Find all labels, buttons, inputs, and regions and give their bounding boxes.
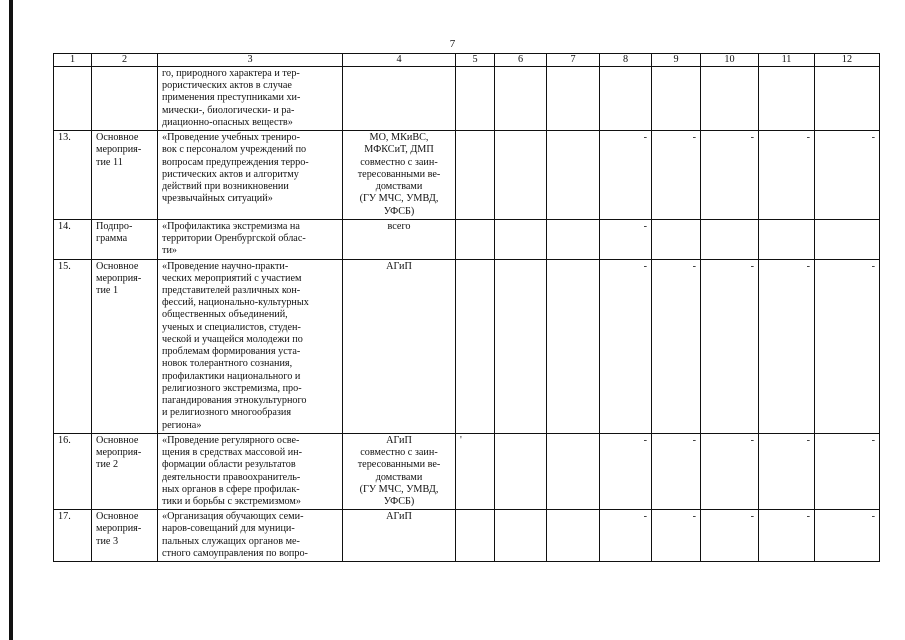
value-cell: [547, 131, 600, 220]
value-cell: [652, 510, 701, 562]
value-cell: [701, 67, 759, 131]
value-cell-text: -: [643, 434, 647, 446]
table-row: [54, 433, 880, 509]
row-number-cell-text: 14.: [58, 220, 71, 232]
executor-cell-text: АГиП совместно с заин- тересованными ве- домствами (ГУ МЧС, УМВД, УФСБ): [357, 434, 441, 507]
page-number: 7: [449, 38, 456, 50]
value-cell: [759, 219, 815, 259]
row-number-cell-text: 17.: [58, 511, 71, 523]
value-cell: [456, 67, 495, 131]
value-cell: [600, 433, 652, 509]
value-cell: [495, 67, 547, 131]
binder-edge: [9, 0, 13, 640]
row-number-cell: [54, 433, 92, 509]
value-cell-text: -: [806, 511, 810, 523]
value-cell: [495, 259, 547, 433]
value-cell-text: -: [871, 260, 875, 272]
executor-cell-text: АГиП: [386, 511, 412, 523]
executor-cell-text: МО, МКиВС, МФКСиТ, ДМП совместно с заин- тересованными ве- домствами (ГУ МЧС, УМВД, УФСБ): [357, 132, 441, 217]
executor-cell-text: всего: [387, 220, 411, 232]
column-number-row: [54, 54, 880, 67]
table-body: [54, 67, 880, 562]
value-cell: [701, 219, 759, 259]
value-cell: [456, 433, 495, 509]
value-cell: [701, 433, 759, 509]
row-number-cell: [54, 259, 92, 433]
column-header: 4: [343, 54, 456, 67]
measure-type-cell: [92, 219, 158, 259]
executor-cell: [343, 259, 456, 433]
measures-table: [53, 53, 880, 562]
column-header: 3: [158, 54, 343, 67]
value-cell: [600, 67, 652, 131]
column-header: 8: [600, 54, 652, 67]
value-cell: [652, 219, 701, 259]
table-row: [54, 219, 880, 259]
value-cell: [547, 219, 600, 259]
value-cell: [652, 433, 701, 509]
row-number-cell: [54, 219, 92, 259]
value-cell: [495, 219, 547, 259]
value-cell: [456, 131, 495, 220]
value-cell: [815, 259, 880, 433]
value-cell-text: ': [460, 434, 462, 446]
value-cell-text: -: [806, 132, 810, 144]
measure-description-cell: [158, 433, 343, 509]
value-cell: [495, 433, 547, 509]
value-cell: [759, 510, 815, 562]
value-cell: [759, 67, 815, 131]
column-header: 10: [701, 54, 759, 67]
measure-description-cell: [158, 219, 343, 259]
row-number-cell-text: 16.: [58, 434, 71, 446]
measure-description-cell: [158, 510, 343, 562]
value-cell: [600, 510, 652, 562]
value-cell: [456, 510, 495, 562]
value-cell-text: -: [643, 260, 647, 272]
measure-type-cell-text: Основное мероприя- тие 1: [96, 260, 142, 296]
table-row: [54, 67, 880, 131]
value-cell: [815, 219, 880, 259]
column-header: 7: [547, 54, 600, 67]
row-number-cell-text: 15.: [58, 260, 71, 272]
value-cell: [456, 219, 495, 259]
value-cell: [456, 259, 495, 433]
value-cell: [815, 510, 880, 562]
measure-type-cell: [92, 433, 158, 509]
executor-cell: [343, 433, 456, 509]
table-row: [54, 510, 880, 562]
measure-description-cell-text: «Проведение регулярного осве- щения в средствах массовой ин- формации области результатов деятельности правоохранитель- ных органов в сфере профилак- тики и борьбы с экстремизмом»: [162, 434, 303, 507]
value-cell: [600, 219, 652, 259]
value-cell: [600, 131, 652, 220]
value-cell: [547, 433, 600, 509]
value-cell-text: -: [692, 132, 696, 144]
value-cell-text: -: [750, 260, 754, 272]
table-row: [54, 259, 880, 433]
measure-description-cell: [158, 131, 343, 220]
value-cell: [495, 510, 547, 562]
value-cell-text: -: [643, 132, 647, 144]
value-cell-text: -: [750, 434, 754, 446]
measure-type-cell-text: Основное мероприя- тие 3: [96, 511, 142, 547]
value-cell-text: -: [692, 434, 696, 446]
column-header: 6: [495, 54, 547, 67]
executor-cell-text: АГиП: [386, 260, 412, 272]
value-cell: [759, 433, 815, 509]
value-cell-text: -: [806, 260, 810, 272]
value-cell: [701, 131, 759, 220]
measure-description-cell-text: «Проведение научно-практи- ческих мероприятий с участием представителей различных кон- фессий, национально-культурных общественных объединений, ученых и специалистов, студен- ческой и учащейся молодежи по проблемам формирования уста- новок толерантного сознания, профилактики национального и религиозного экстремизма, про- пагандирования этнокультурного и религиозного многообразия региона»: [162, 260, 309, 431]
value-cell-text: -: [871, 511, 875, 523]
value-cell: [547, 67, 600, 131]
measure-description-cell-text: «Профилактика экстремизма на территории Оренбургской облас- ти»: [162, 220, 306, 257]
column-header: 1: [54, 54, 92, 67]
value-cell: [815, 131, 880, 220]
column-header: 12: [815, 54, 880, 67]
executor-cell: [343, 67, 456, 131]
measure-type-cell: [92, 131, 158, 220]
value-cell: [600, 259, 652, 433]
executor-cell: [343, 510, 456, 562]
value-cell: [652, 67, 701, 131]
column-header: 2: [92, 54, 158, 67]
measure-type-cell-text: Основное мероприя- тие 2: [96, 434, 142, 471]
measure-description-cell: [158, 259, 343, 433]
value-cell: [815, 433, 880, 509]
measure-description-cell-text: «Проведение учебных трениро- вок с персоналом учреждений по вопросам предупреждения терро- ристических актов и алгоритму действий при возникновении чрезвычайных ситуаций»: [162, 132, 309, 205]
value-cell-text: -: [692, 511, 696, 523]
value-cell-text: -: [750, 511, 754, 523]
column-header: 9: [652, 54, 701, 67]
row-number-cell-text: 13.: [58, 132, 71, 144]
measure-type-cell: [92, 510, 158, 562]
executor-cell: [343, 131, 456, 220]
value-cell-text: -: [643, 511, 647, 523]
value-cell: [701, 510, 759, 562]
value-cell: [495, 131, 547, 220]
measure-description-cell: [158, 67, 343, 131]
table-row: [54, 131, 880, 220]
value-cell: [652, 131, 701, 220]
value-cell-text: -: [871, 434, 875, 446]
value-cell: [547, 510, 600, 562]
measure-type-cell: [92, 259, 158, 433]
row-number-cell: [54, 131, 92, 220]
value-cell: [759, 131, 815, 220]
value-cell: [547, 259, 600, 433]
row-number-cell: [54, 510, 92, 562]
value-cell: [701, 259, 759, 433]
value-cell: [652, 259, 701, 433]
value-cell-text: -: [871, 132, 875, 144]
value-cell: [759, 259, 815, 433]
value-cell-text: -: [643, 220, 647, 232]
value-cell-text: -: [806, 434, 810, 446]
value-cell-text: -: [692, 260, 696, 272]
column-header: 5: [456, 54, 495, 67]
executor-cell: [343, 219, 456, 259]
row-number-cell: [54, 67, 92, 131]
column-header: 11: [759, 54, 815, 67]
measure-description-cell-text: «Организация обучающих семи- наров-совещаний для муници- пальных служащих органов ме- стного самоуправления по вопро-: [162, 511, 308, 559]
measure-description-cell-text: го, природного характера и тер- рористических актов в случае применения преступниками хи- мически-, биологически- и ра- диационно-опасных веществ»: [162, 68, 301, 128]
measure-type-cell-text: Основное мероприя- тие 11: [96, 132, 142, 168]
measure-type-cell-text: Подпро- грамма: [96, 220, 133, 245]
value-cell-text: -: [750, 132, 754, 144]
measure-type-cell: [92, 67, 158, 131]
value-cell: [815, 67, 880, 131]
